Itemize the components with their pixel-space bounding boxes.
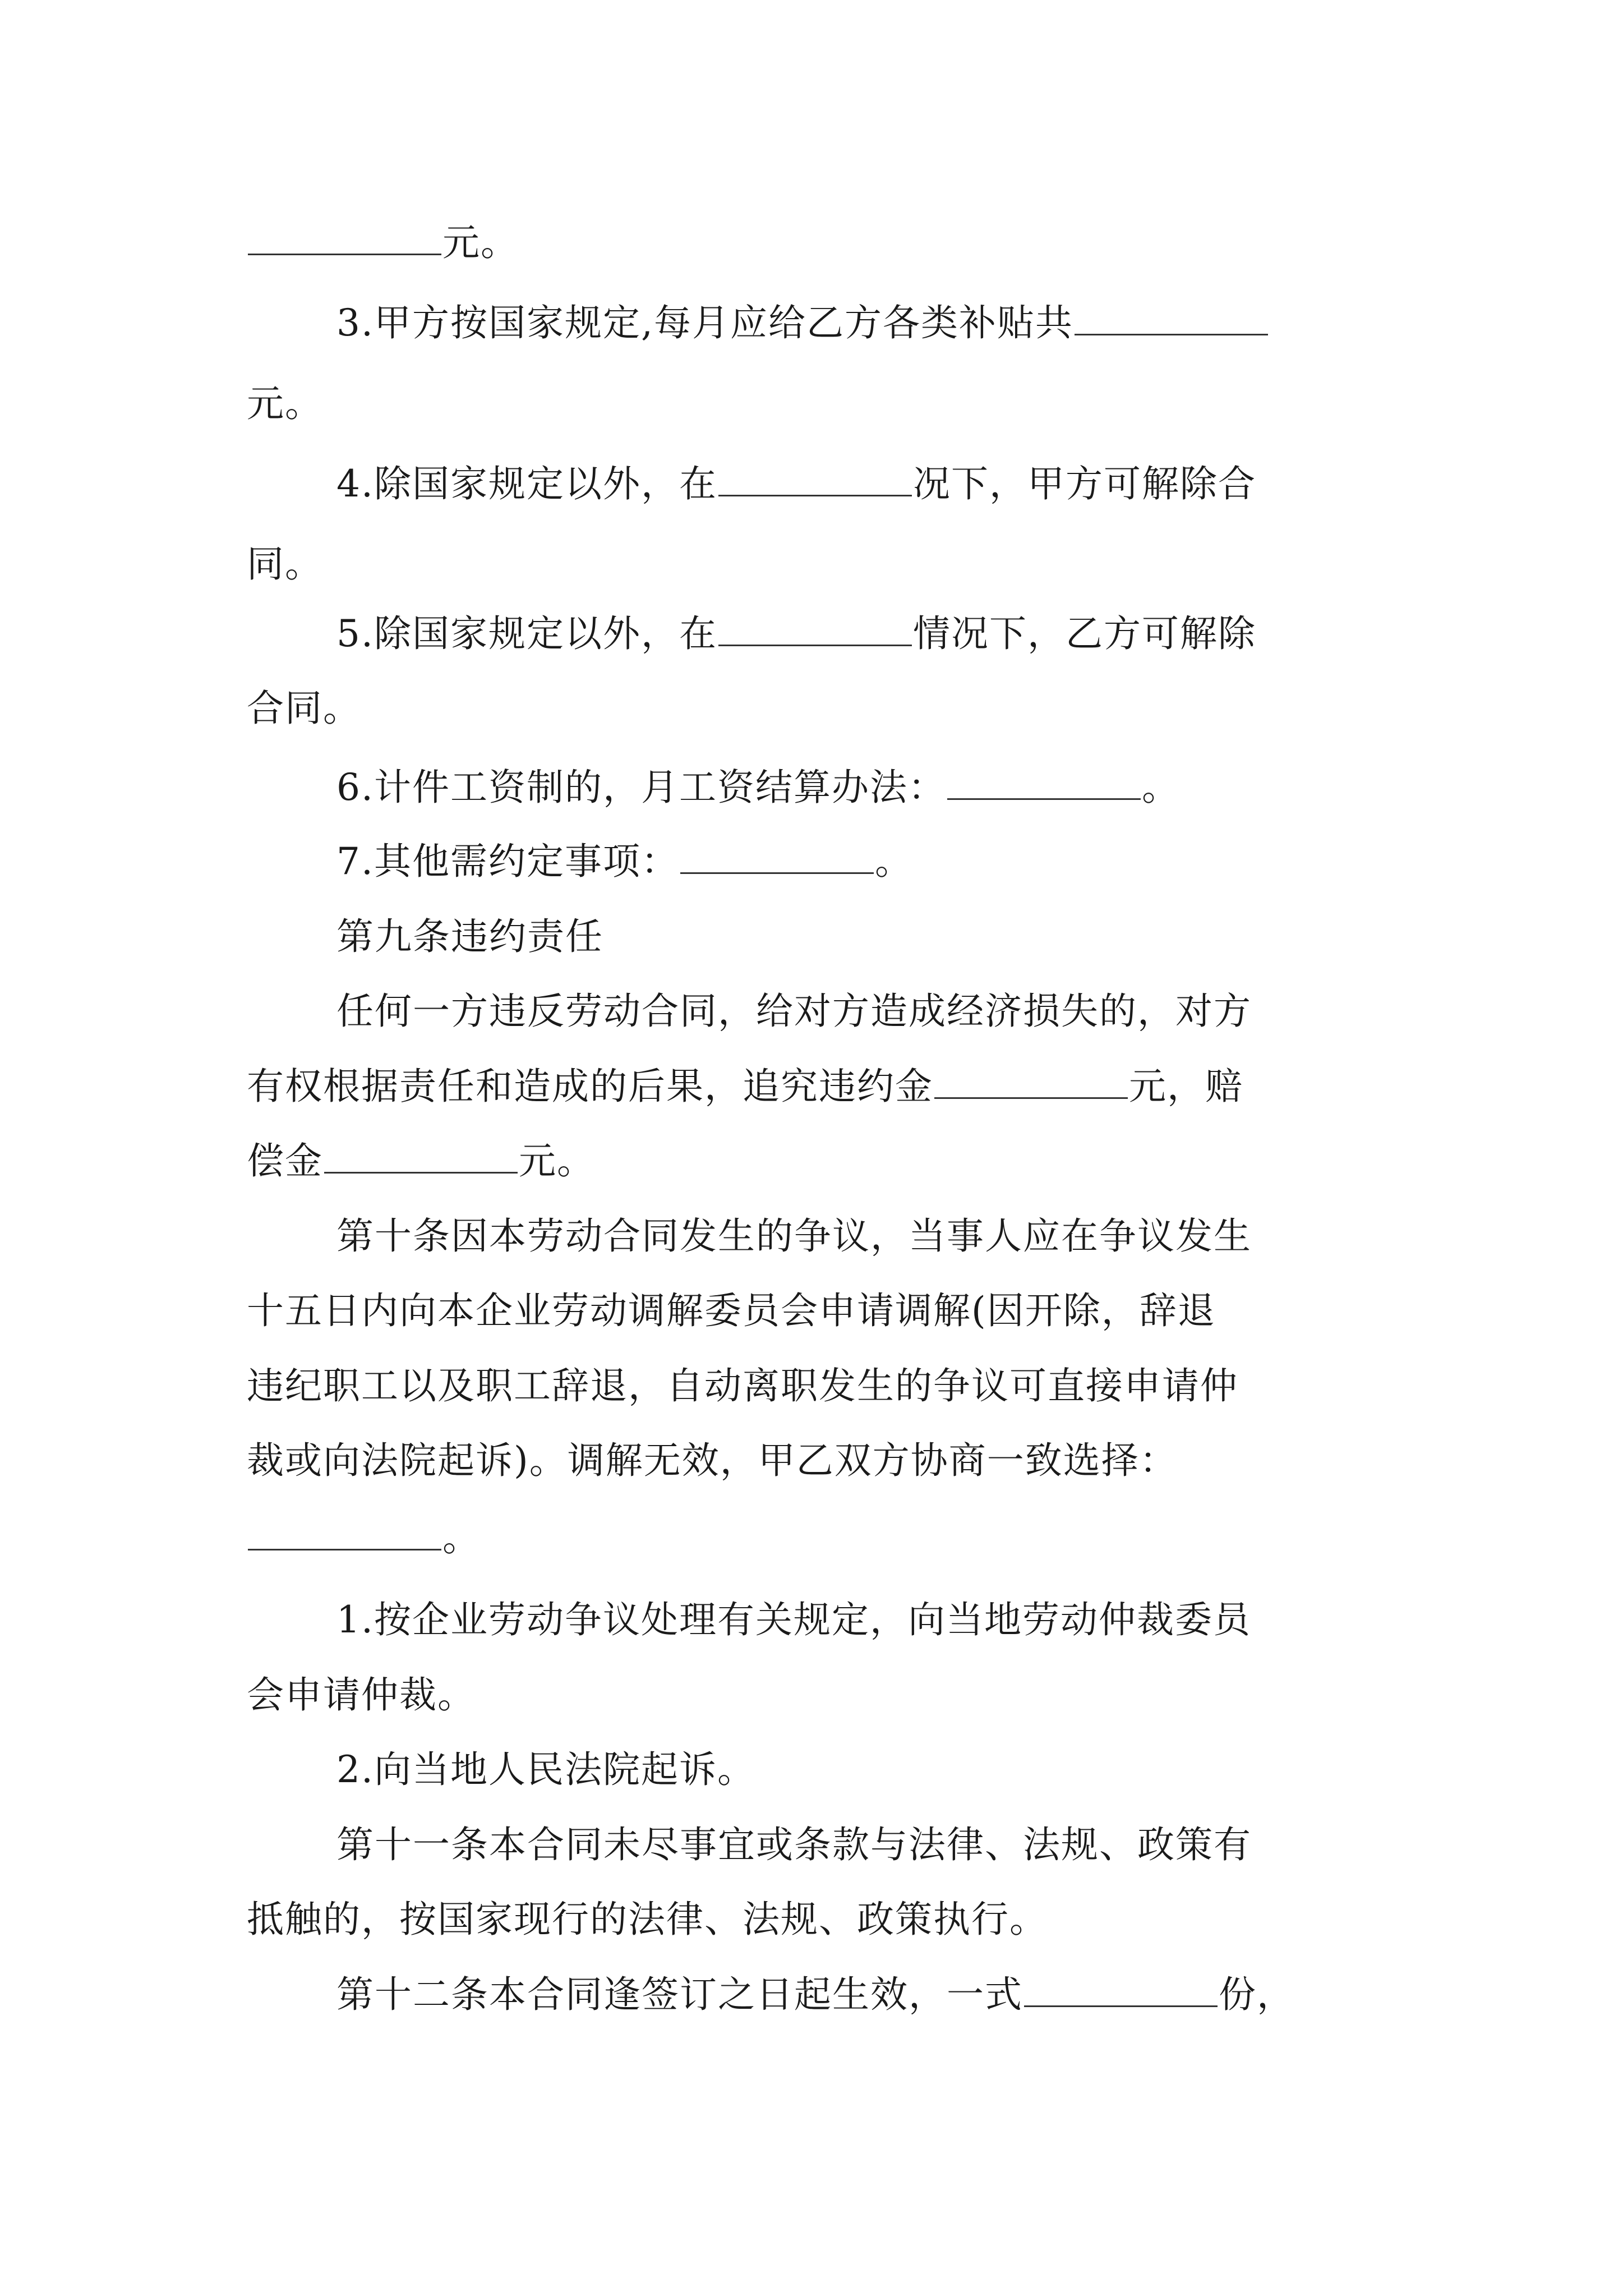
section-heading [336, 903, 1623, 970]
text-line [247, 1886, 1623, 1953]
text-line [336, 1203, 1623, 1270]
text-segment: 况下，甲方可解除合 [912, 462, 1256, 505]
text-line [247, 1504, 1623, 1572]
text-segment: 同。 [247, 542, 323, 586]
text-segment: 4.除国家规定以外，在 [336, 462, 717, 505]
text-line [336, 289, 1623, 357]
text-segment: 元。 [442, 221, 519, 264]
text-line [247, 675, 1623, 742]
text-segment: 十五日内向本企业劳动调解委员会申请调解(因开除，辞退 [247, 1289, 1216, 1332]
text-line [336, 1961, 1623, 2028]
text-line [336, 450, 1623, 518]
fill-blank[interactable] [947, 765, 1141, 800]
text-line [247, 370, 1623, 438]
text-line [247, 1277, 1623, 1345]
text-segment: 元。 [519, 1139, 595, 1182]
text-segment: 第九条违约责任 [336, 915, 603, 958]
text-segment: 。 [1141, 766, 1180, 809]
text-line [247, 1352, 1623, 1420]
text-segment: 违纪职工以及职工辞退，自动离职发生的争议可直接申请仲 [247, 1364, 1238, 1407]
text-segment: 第十条因本劳动合同发生的争议，当事人应在争议发生 [336, 1214, 1252, 1258]
text-segment: 元，赔 [1129, 1065, 1243, 1108]
fill-blank[interactable] [718, 611, 912, 646]
fill-blank[interactable] [680, 839, 874, 874]
text-line [336, 978, 1623, 1045]
text-segment: 抵触的，按国家现行的法律、法规、政策执行。 [247, 1898, 1048, 1941]
text-segment: 7.其他需约定事项： [336, 840, 679, 883]
text-segment: 偿金 [247, 1139, 323, 1182]
fill-blank[interactable] [934, 1064, 1128, 1099]
text-line [336, 828, 1623, 895]
text-segment: 元。 [247, 382, 323, 425]
text-line [247, 531, 1623, 598]
text-line [247, 1662, 1623, 1729]
text-line [247, 1427, 1623, 1494]
text-segment: 3.甲方按国家规定,每月应给乙方各类补贴共 [336, 301, 1073, 344]
text-segment: 2.向当地人民法院起诉。 [336, 1748, 755, 1791]
fill-blank[interactable] [248, 1515, 441, 1550]
text-segment: 5.除国家规定以外，在 [336, 612, 717, 655]
text-segment: 任何一方违反劳动合同，给对方造成经济损失的，对方 [336, 990, 1252, 1033]
text-segment: 有权根据责任和造成的后果，追究违约金 [247, 1065, 933, 1108]
text-segment: 会申请仲裁。 [247, 1673, 476, 1717]
fill-blank[interactable] [1075, 300, 1268, 335]
text-line [336, 754, 1623, 821]
text-segment: 第十二条本合同逢签订之日起生效，一式 [336, 1973, 1023, 2016]
text-line [247, 209, 1623, 277]
text-line [247, 1128, 1623, 1195]
text-segment: 。 [442, 1516, 481, 1559]
fill-blank[interactable] [248, 220, 441, 255]
text-line [336, 1736, 1623, 1803]
text-segment: 。 [874, 840, 913, 883]
fill-blank[interactable] [1024, 1972, 1218, 2007]
text-segment: 第十一条本合同未尽事宜或条款与法律、法规、政策有 [336, 1823, 1252, 1866]
fill-blank[interactable] [324, 1138, 518, 1174]
text-segment: 合同。 [247, 687, 361, 730]
text-line [336, 600, 1623, 668]
text-segment: 1.按企业劳动争议处理有关规定，向当地劳动仲裁委员 [336, 1598, 1251, 1641]
text-segment: 份， [1219, 1973, 1295, 2016]
text-segment: 情况下，乙方可解除 [912, 612, 1256, 655]
text-line [247, 1053, 1623, 1120]
text-line [336, 1811, 1623, 1879]
text-line [336, 1586, 1623, 1654]
fill-blank[interactable] [718, 461, 912, 496]
text-segment: 6.计件工资制的，月工资结算办法： [336, 766, 946, 809]
text-segment: 裁或向法院起诉)。调解无效，甲乙双方协商一致选择： [247, 1439, 1178, 1482]
